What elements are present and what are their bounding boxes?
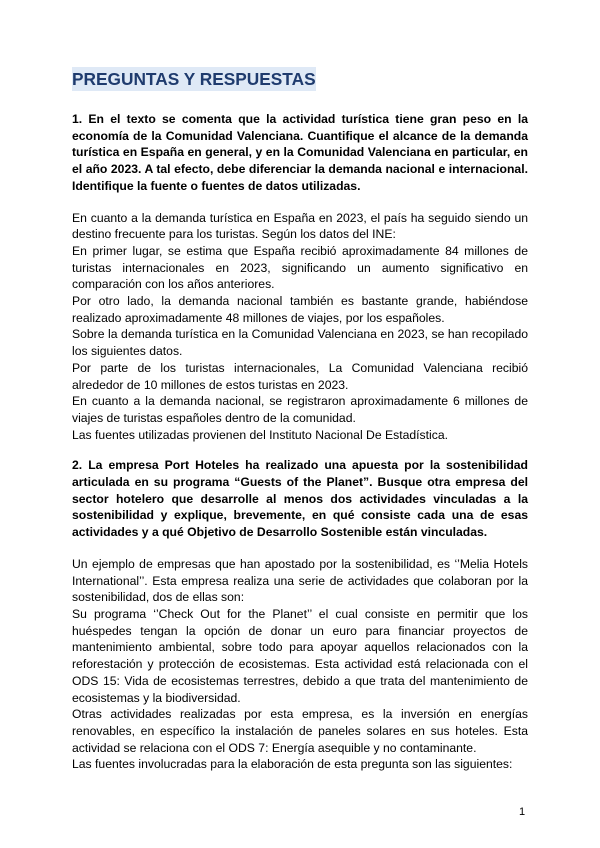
answer-2-paragraph: Un ejemplo de empresas que han apostado por la sostenibilidad, es ‘’Melia Hotels International’’. Esta empresa realiza una serie de actividades que colaboran por la sostenibilidad, dos de ellas son: xyxy=(72,556,528,605)
answer-1-paragraph: En primer lugar, se estima que España recibió aproximadamente 84 millones de turistas internacionales en 2023, significando un aumento significativo en comparación con los años anteriores. xyxy=(72,243,528,292)
answer-1 xyxy=(72,210,528,444)
answer-1-paragraph: Por parte de los turistas internacionales, La Comunidad Valenciana recibió alrededor de 10 millones de estos turistas en 2023. xyxy=(72,360,528,392)
page-content xyxy=(72,67,528,773)
question-1-section xyxy=(72,111,528,443)
answer-2 xyxy=(72,556,528,773)
answer-1-paragraph: En cuanto a la demanda turística en España en 2023, el país ha seguido siendo un destino frecuente para los turistas. Según los datos del INE: xyxy=(72,210,528,242)
answer-1-paragraph: En cuanto a la demanda nacional, se registraron aproximadamente 6 millones de viajes de turistas españoles dentro de la comunidad. xyxy=(72,394,528,425)
answer-1-paragraph: Las fuentes utilizadas provienen del Instituto Nacional De Estadística. xyxy=(72,427,448,442)
question-2-section xyxy=(72,457,528,773)
page-number: 1 xyxy=(519,806,526,818)
answer-1-paragraph: Por otro lado, la demanda nacional también es bastante grande, habiéndose realizado aproximadamente 48 millones de viajes, por los españoles. xyxy=(72,294,528,325)
answer-1-paragraph: Sobre la demanda turística en la Comunidad Valenciana en 2023, se han recopilado los siguientes datos. xyxy=(72,327,528,359)
question-2-text: 2. La empresa Port Hoteles ha realizado una apuesta por la sostenibilidad articulada en su programa “Guests of the Planet”. Busque otra empresa del sector hotelero que desarrolle al menos dos actividades vinculadas a la sostenibilidad y explique, brevemente, en qué consiste cada una de esas actividades y a qué Objetivo de Desarrollo Sostenible están vinculadas. xyxy=(72,458,528,540)
answer-2-paragraph: Su programa ‘’Check Out for the Planet’’ el cual consiste en permitir que los huéspedes tengan la opción de donar un euro para financiar proyectos de mantenimiento ambiental, sobre todo para apoyar aquellos relacionados con la reforestación y protección de ecosistemas. Esta actividad está relacionada con el ODS 15: Vida de ecosistemas terrestres, debido a que trata del mantenimiento de ecosistemas y la biodiversidad. xyxy=(72,606,528,705)
question-1-text: 1. En el texto se comenta que la actividad turística tiene gran peso en la economía de la Comunidad Valenciana. Cuantifique el alcance de la demanda turística en España en general, y en la Comunidad Valenciana en particular, en el año 2023. A tal efecto, debe diferenciar la demanda nacional e internacional. Identifique la fuente o fuentes de datos utilizadas. xyxy=(72,112,528,193)
answer-2-paragraph: Las fuentes involucradas para la elaboración de esta pregunta son las siguientes: xyxy=(72,757,513,772)
page-title: PREGUNTAS Y RESPUESTAS xyxy=(72,69,316,89)
answer-2-paragraph: Otras actividades realizadas por esta empresa, es la inversión en energías renovables, en específico la instalación de paneles solares en sus hoteles. Esta actividad se relaciona con el ODS 7: Energía asequible y no contaminante. xyxy=(72,707,528,755)
